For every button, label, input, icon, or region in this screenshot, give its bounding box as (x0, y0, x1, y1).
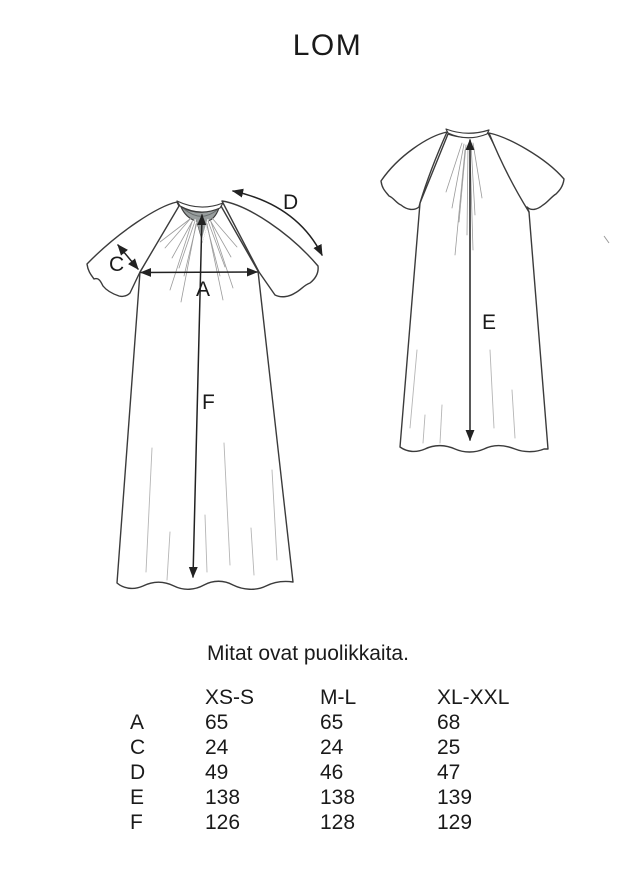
page-title: LOM (292, 29, 363, 62)
table-cell: 46 (320, 761, 344, 784)
label-a: A (196, 278, 211, 301)
row-label-a: A (130, 711, 145, 734)
half-measurements-note: Mitat ovat puolikkaita. (207, 642, 409, 665)
table-cell: 47 (437, 761, 461, 784)
table-cell: 49 (205, 761, 229, 784)
arrow-a (141, 272, 257, 273)
size-table (130, 685, 537, 835)
table-cell: 65 (320, 711, 344, 734)
table-cell: 139 (437, 786, 473, 809)
row-label-e: E (130, 786, 145, 809)
back-view-drawing (381, 129, 564, 452)
row-label-d: D (130, 761, 146, 784)
row-label-f: F (130, 811, 143, 834)
table-corner-cell (130, 685, 205, 710)
row-label-c: C (130, 736, 146, 759)
table-cell: 68 (437, 711, 461, 734)
table-cell: 24 (320, 736, 344, 759)
table-cell: 126 (205, 811, 241, 834)
column-header-xl-xxl: XL-XXL (437, 686, 510, 709)
label-e: E (482, 311, 497, 334)
column-header-m-l: M-L (320, 686, 357, 709)
label-c: C (109, 253, 125, 276)
stray-mark (604, 236, 609, 243)
table-cell: 129 (437, 811, 473, 834)
column-header-xs-s: XS-S (205, 686, 255, 709)
label-f: F (202, 391, 215, 414)
table-cell: 138 (205, 786, 241, 809)
table-cell: 138 (320, 786, 356, 809)
front-view-drawing (87, 191, 322, 589)
table-cell: 25 (437, 736, 461, 759)
label-d: D (283, 191, 299, 214)
table-cell: 24 (205, 736, 229, 759)
table-cell: 128 (320, 811, 356, 834)
table-cell: 65 (205, 711, 229, 734)
